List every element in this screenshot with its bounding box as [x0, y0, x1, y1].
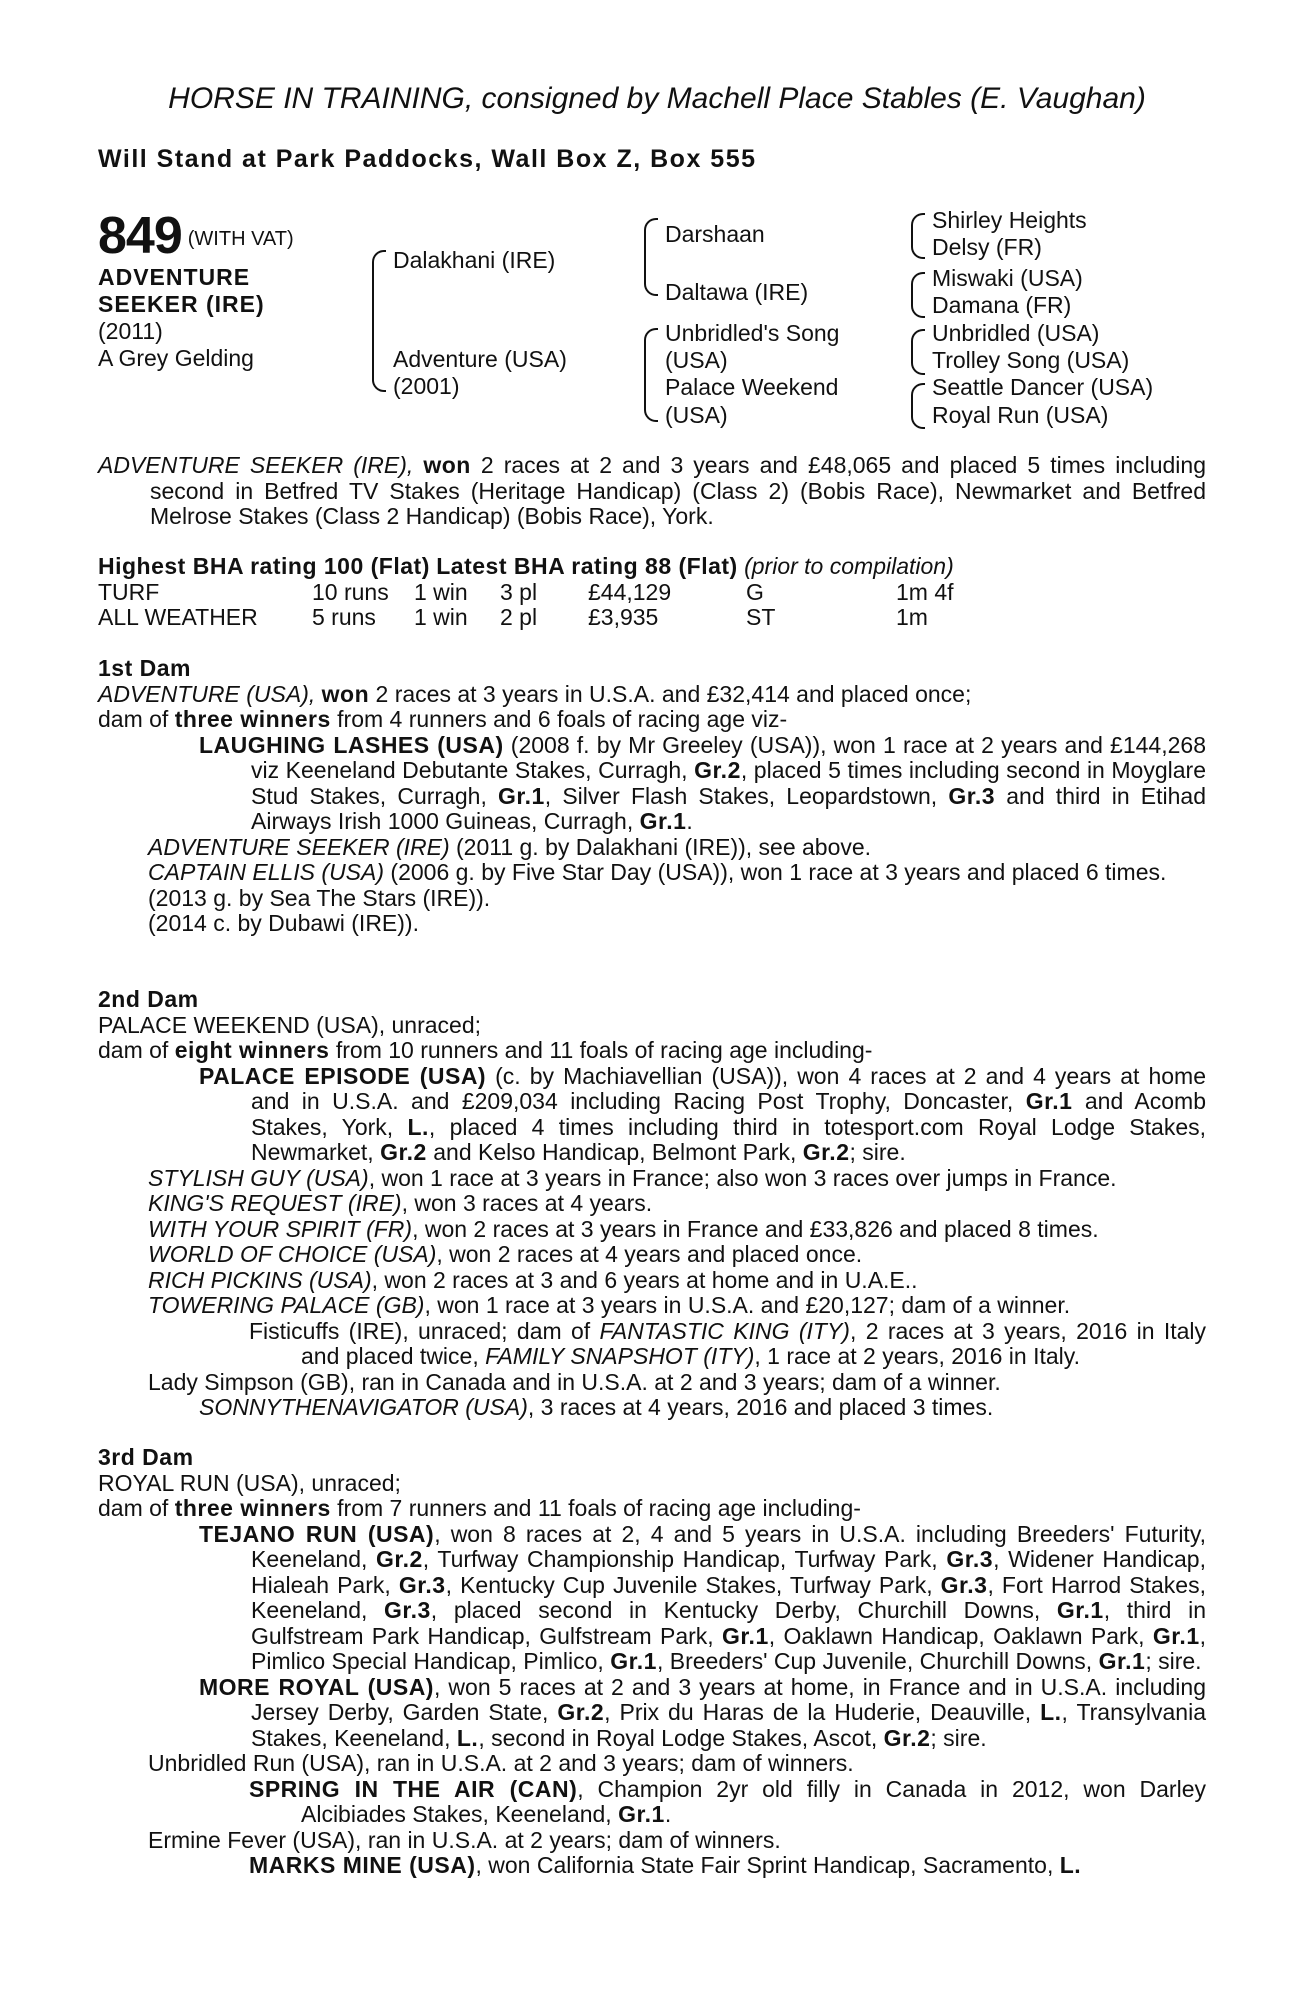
winners-count: eight winners	[174, 1037, 330, 1063]
grade: Gr.1	[639, 808, 687, 834]
progeny-palace-episode	[98, 1064, 1206, 1166]
progeny-adventure-seeker	[98, 835, 1206, 861]
pedigree-ssd: Delsy (FR)	[932, 234, 1042, 260]
pedigree-ddd: Royal Run (USA)	[932, 402, 1109, 428]
grade: L.	[407, 1113, 429, 1140]
progeny-ermine-fever: Ermine Fever (USA), ran in U.S.A. at 2 years; dam of winners.	[148, 1826, 781, 1853]
horse-name: LAUGHING LASHES (USA)	[199, 731, 504, 758]
text: , Turfway Championship Handicap, Turfway Park,	[422, 1546, 947, 1572]
text: , won 3 races at 4 years.	[401, 1190, 653, 1216]
progeny-sonnythenavigator	[98, 1395, 1206, 1421]
grade: Gr.1	[1025, 1088, 1073, 1114]
record-placed: 2 pl	[500, 603, 538, 630]
text: ; sire.	[1145, 1648, 1202, 1674]
text: (2011 g. by Dalakhani (IRE)), see above.	[449, 833, 872, 860]
first-dam-section	[98, 656, 1206, 937]
pedigree-dam-year: (2001)	[393, 373, 460, 399]
text: Fisticuffs (IRE), unraced; dam of	[249, 1317, 600, 1344]
progeny-rich-pickins	[98, 1268, 1206, 1294]
horse-year: (2011)	[98, 318, 163, 344]
text: , placed 4 times including third in totesport.com Royal Lodge Stakes, Newmarket,	[251, 1113, 1206, 1165]
progeny-2014: (2014 c. by Dubawi (IRE)).	[148, 910, 419, 936]
horse-name: MARKS MINE (USA)	[249, 1852, 476, 1878]
grade: Gr.1	[1056, 1597, 1104, 1623]
pedigree-brace	[372, 250, 386, 332]
grade: Gr.1	[498, 782, 545, 809]
pedigree-sdd: Damana (FR)	[932, 292, 1072, 318]
stand-location: Will Stand at Park Paddocks, Wall Box Z, Box 555	[98, 145, 757, 173]
pedigree-sds: Miswaki (USA)	[932, 265, 1083, 291]
grade: Gr.2	[380, 1139, 427, 1165]
text: , Breeders' Cup Juvenile, Churchill Downs,	[656, 1648, 1099, 1674]
record-surface: TURF	[98, 578, 160, 605]
text: , won 2 races at 3 and 6 years at home and in U.A.E..	[371, 1266, 918, 1293]
second-dam-heading: 2nd Dam	[98, 986, 199, 1012]
horse-name: TEJANO RUN (USA)	[199, 1520, 435, 1547]
text: ; sire.	[930, 1724, 987, 1751]
third-dam-name: ROYAL RUN (USA), unraced;	[98, 1469, 401, 1496]
race-record-table	[98, 580, 954, 630]
record-placed: 3 pl	[500, 578, 538, 605]
text: from 7 runners and 11 foals of racing age including-	[330, 1495, 861, 1521]
horse-name: WORLD OF CHOICE (USA)	[148, 1241, 437, 1267]
pedigree-dam-sire-line1: Unbridled's Song	[665, 320, 840, 346]
pedigree-brace	[644, 218, 658, 270]
grade: L.	[456, 1724, 479, 1751]
pedigree-dam-sire-line2: (USA)	[665, 347, 728, 373]
text: (2008 f. by Mr Greeley (USA)), won 1 race at 2 years and £144,268 viz Keeneland Debutante Stakes, Curragh,	[251, 731, 1206, 783]
grade: Gr.3	[948, 782, 996, 809]
text: , Oaklawn Handicap, Oaklawn Park,	[768, 1622, 1153, 1649]
rating-highest: Highest BHA rating 100 (Flat)	[98, 553, 430, 579]
summary-text: 2 races at 2 and 3 years and £48,065 and placed 5 times including second in Betfred TV Stakes (Heritage Handicap) (Class 2) (Bobis Race), Newmarket and Betfred Melrose Stakes (Class 2 Handicap) (Bobis Race), York.	[150, 452, 1206, 529]
progeny-more-royal	[98, 1675, 1206, 1752]
text: , won 5 races at 2 and 3 years at home, in France and in U.S.A. including Jersey Derby, Garden State,	[251, 1673, 1206, 1725]
text: (c. by Machiavellian (USA)), won 4 races at 2 and 4 years at home and in U.S.A. and £209,034 including Racing Post Trophy, Doncaster,	[251, 1062, 1206, 1114]
record-surface: ALL WEATHER	[98, 603, 258, 630]
progeny-tejano-run	[98, 1522, 1206, 1675]
summary-name: ADVENTURE SEEKER (IRE),	[98, 452, 414, 478]
text: , Silver Flash Stakes, Leopardstown,	[544, 782, 949, 809]
pedigree-brace	[911, 351, 925, 375]
pedigree-dsd: Trolley Song (USA)	[932, 347, 1130, 373]
text: .	[664, 1801, 672, 1827]
record-earnings: £3,935	[588, 603, 659, 630]
text: dam of	[98, 1037, 175, 1063]
text: , placed second in Kentucky Derby, Churchill Downs,	[430, 1597, 1057, 1623]
text: , won 2 races at 4 years and placed once.	[436, 1241, 863, 1267]
grade: Gr.2	[376, 1546, 423, 1572]
text: dam of	[98, 706, 175, 732]
page-title: HORSE IN TRAINING, consigned by Machell Place Stables (E. Vaughan)	[168, 82, 1146, 115]
horse-name: TOWERING PALACE (GB)	[148, 1292, 425, 1318]
winners-count: three winners	[174, 1495, 331, 1521]
table-row	[98, 580, 954, 605]
record-going: G	[746, 578, 764, 605]
horse-name: KING'S REQUEST (IRE)	[148, 1190, 402, 1216]
text: , second in Royal Lodge Stakes, Ascot,	[478, 1724, 884, 1751]
lot-info	[98, 208, 294, 372]
first-dam-name: ADVENTURE (USA),	[98, 680, 316, 707]
progeny-fisticuffs	[98, 1319, 1206, 1370]
horse-name-line1: ADVENTURE	[98, 264, 251, 290]
grade: Gr.2	[694, 757, 741, 783]
text: .	[686, 808, 693, 834]
horse-name: WITH YOUR SPIRIT (FR)	[148, 1215, 413, 1242]
summary-won: won	[423, 452, 471, 478]
progeny-stylish-guy	[98, 1166, 1206, 1192]
pedigree-dam: Adventure (USA)	[393, 346, 567, 372]
first-dam-record: 2 races at 3 years in U.S.A. and £32,414 and placed once;	[369, 680, 972, 707]
text: , 1 race at 2 years, 2016 in Italy.	[754, 1343, 1080, 1369]
progeny-kings-request	[98, 1191, 1206, 1217]
text: and Acomb Stakes, York,	[251, 1088, 1206, 1140]
winners-count: three winners	[174, 706, 331, 732]
text: , Transylvania Stakes, Keeneland,	[251, 1699, 1206, 1751]
first-dam-heading: 1st Dam	[98, 655, 191, 681]
horse-name: PALACE EPISODE (USA)	[199, 1062, 487, 1089]
pedigree-brace	[911, 213, 925, 237]
horse-name: MORE ROYAL (USA)	[199, 1673, 434, 1700]
grade: Gr.3	[946, 1546, 994, 1572]
record-wins: 1 win	[414, 603, 468, 630]
horse-name: RICH PICKINS (USA)	[148, 1266, 372, 1293]
pedigree-brace	[911, 383, 925, 407]
grade: Gr.1	[618, 1801, 665, 1827]
text: (2006 g. by Five Star Day (USA)), won 1 race at 3 years and placed 6 times.	[384, 859, 1167, 885]
text: , third in Gulfstream Park Handicap, Gulfstream Park,	[251, 1597, 1206, 1649]
text: , 2 races at 3 years, 2016 in Italy and placed twice,	[301, 1317, 1207, 1369]
rating-note: (prior to compilation)	[744, 553, 954, 579]
record-wins: 1 win	[414, 578, 468, 605]
progeny-spring-in-the-air	[98, 1777, 1206, 1828]
text: from 10 runners and 11 foals of racing age including-	[329, 1037, 873, 1063]
grade: Gr.3	[398, 1571, 446, 1598]
text: , Kentucky Cup Juvenile Stakes, Turfway Park,	[445, 1571, 941, 1598]
text: , Champion 2yr old filly in Canada in 2012, won Darley Alcibiades Stakes, Keeneland,	[301, 1775, 1206, 1827]
text: , placed 5 times including second in Moyglare Stud Stakes, Curragh,	[251, 757, 1206, 809]
pedigree-dds: Seattle Dancer (USA)	[932, 374, 1154, 400]
pedigree-sire-dam: Daltawa (IRE)	[665, 279, 809, 305]
won-label: won	[321, 680, 370, 707]
pedigree-brace	[911, 405, 925, 429]
progeny-captain-ellis	[98, 860, 1206, 886]
grade: Gr.2	[557, 1699, 605, 1725]
pedigree-brace	[911, 235, 925, 259]
grade: Gr.1	[721, 1622, 769, 1649]
pedigree-sss: Shirley Heights	[932, 207, 1087, 233]
horse-name: SPRING IN THE AIR (CAN)	[249, 1775, 578, 1802]
grade: Gr.3	[940, 1571, 988, 1598]
horse-name: ADVENTURE SEEKER (IRE)	[148, 833, 450, 860]
text: , won 2 races at 3 years in France and £33,826 and placed 8 times.	[412, 1215, 1099, 1242]
second-dam-name: PALACE WEEKEND (USA), unraced;	[98, 1011, 482, 1038]
progeny-unbridled-run: Unbridled Run (USA), ran in U.S.A. at 2 and 3 years; dam of winners.	[148, 1750, 854, 1776]
text: , 3 races at 4 years, 2016 and placed 3 times.	[527, 1394, 994, 1420]
grade: L.	[1040, 1699, 1062, 1725]
grade: L.	[1059, 1852, 1082, 1878]
text: and Kelso Handicap, Belmont Park,	[426, 1139, 803, 1165]
third-dam-section	[98, 1445, 1206, 1879]
race-summary	[98, 453, 1206, 530]
pedigree-brace	[911, 272, 925, 296]
pedigree-sire: Dalakhani (IRE)	[393, 247, 556, 273]
text: , Prix du Haras de la Huderie, Deauville,	[604, 1699, 1041, 1725]
pedigree-brace	[372, 330, 386, 392]
pedigree-brace	[644, 268, 658, 296]
grade: Gr.2	[883, 1724, 931, 1751]
text: ; sire.	[849, 1139, 906, 1165]
grade: Gr.2	[802, 1139, 850, 1165]
progeny-world-of-choice	[98, 1242, 1206, 1268]
rating-latest: Latest BHA rating 88 (Flat)	[436, 553, 738, 579]
record-distance: 1m	[896, 603, 928, 630]
horse-name: FAMILY SNAPSHOT (ITY)	[485, 1343, 755, 1369]
text: and third in Etihad Airways Irish 1000 Guineas, Curragh,	[251, 782, 1206, 834]
text: , Pimlico Special Handicap, Pimlico,	[251, 1622, 1207, 1674]
lot-number: 849	[98, 207, 182, 265]
table-row	[98, 605, 954, 630]
progeny-laughing-lashes	[98, 733, 1206, 835]
pedigree-dam-dam-line2: (USA)	[665, 402, 728, 428]
text: dam of	[98, 1495, 175, 1521]
record-runs: 10 runs	[312, 578, 389, 605]
text: , won 8 races at 2, 4 and 5 years in U.S.A. including Breeders' Futurity, Keeneland,	[251, 1520, 1207, 1572]
grade: Gr.1	[610, 1648, 657, 1674]
horse-description: A Grey Gelding	[98, 345, 254, 371]
horse-name-line2: SEEKER (IRE)	[98, 291, 265, 317]
third-dam-heading: 3rd Dam	[98, 1444, 194, 1470]
progeny-2013: (2013 g. by Sea The Stars (IRE)).	[148, 884, 491, 911]
horse-name: FANTASTIC KING (ITY)	[599, 1317, 850, 1344]
text: , won 1 race at 3 years in U.S.A. and £20,127; dam of a winner.	[424, 1292, 1071, 1318]
record-earnings: £44,129	[588, 578, 672, 605]
record-distance: 1m 4f	[896, 578, 954, 605]
pedigree-brace	[911, 294, 925, 318]
text: , won California State Fair Sprint Handicap, Sacramento,	[475, 1852, 1060, 1878]
pedigree-brace	[644, 328, 658, 376]
grade: Gr.1	[1152, 1622, 1200, 1649]
text: , won 1 race at 3 years in France; also won 3 races over jumps in France.	[368, 1164, 1117, 1191]
pedigree-sire-sire: Darshaan	[665, 221, 765, 247]
grade: Gr.1	[1098, 1648, 1146, 1674]
pedigree-dam-dam-line1: Palace Weekend	[665, 374, 839, 400]
grade: Gr.3	[384, 1597, 431, 1623]
horse-name: STYLISH GUY (USA)	[148, 1164, 369, 1191]
text: , Widener Handicap, Hialeah Park,	[251, 1546, 1206, 1598]
vat-note: (WITH VAT)	[187, 228, 294, 250]
rating-section	[98, 554, 1206, 630]
progeny-lady-simpson: Lady Simpson (GB), ran in Canada and in U.S.A. at 2 and 3 years; dam of a winner.	[148, 1368, 1001, 1395]
pedigree-brace	[644, 374, 658, 422]
progeny-with-your-spirit	[98, 1217, 1206, 1243]
horse-name: SONNYTHENAVIGATOR (USA)	[199, 1394, 528, 1420]
progeny-towering-palace	[98, 1293, 1206, 1319]
second-dam-section	[98, 987, 1206, 1421]
text: from 4 runners and 6 foals of racing age viz-	[330, 706, 788, 732]
record-runs: 5 runs	[312, 603, 376, 630]
pedigree-brace	[911, 329, 925, 353]
record-going: ST	[746, 603, 776, 630]
text: , Fort Harrod Stakes, Keeneland,	[251, 1571, 1206, 1623]
pedigree-dss: Unbridled (USA)	[932, 320, 1100, 346]
horse-name: CAPTAIN ELLIS (USA)	[148, 859, 385, 885]
progeny-marks-mine	[98, 1853, 1206, 1879]
